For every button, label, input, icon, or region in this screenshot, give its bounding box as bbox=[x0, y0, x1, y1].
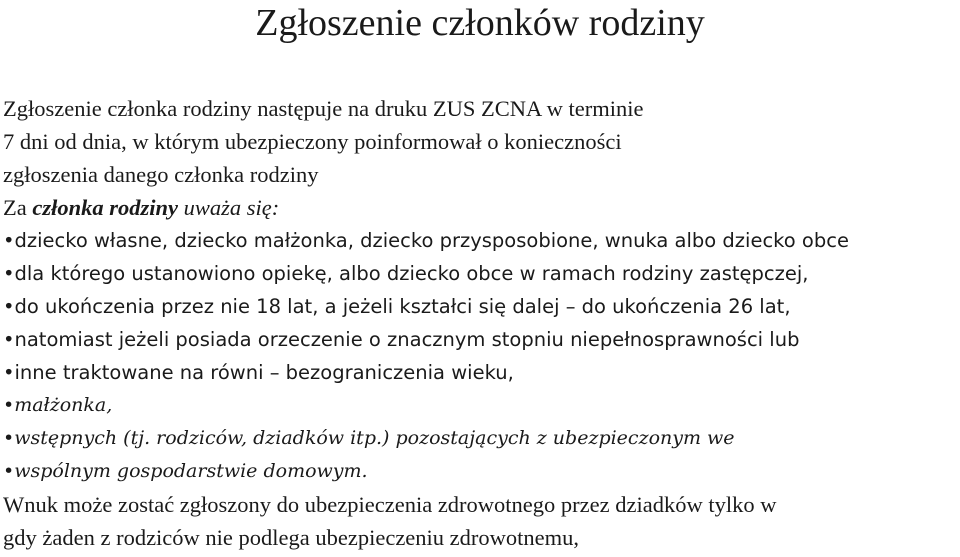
bullet-item: •małżonka, bbox=[3, 394, 113, 416]
definition-prefix: Za bbox=[3, 195, 33, 220]
page-title: Zgłoszenie członków rodziny bbox=[255, 2, 705, 44]
definition-term: członka rodziny bbox=[32, 195, 179, 220]
closing-line-1: Wnuk może zostać zgłoszony do ubezpieczenia zdrowotnego przez dziadków tylko w bbox=[3, 492, 777, 517]
bullet-item: •dziecko własne, dziecko małżonka, dziecko przysposobione, wnuka albo dziecko obce bbox=[3, 229, 849, 252]
intro-line-1: Zgłoszenie członka rodziny następuje na druku ZUS ZCNA w terminie bbox=[3, 96, 644, 121]
document-body bbox=[3, 92, 960, 554]
bullet-item: •natomiast jeżeli posiada orzeczenie o znacznym stopniu niepełnosprawności lub bbox=[3, 328, 800, 351]
bullet-item: •inne traktowane na równi – bezograniczenia wieku, bbox=[3, 361, 514, 384]
definition-suffix: uważa się: bbox=[178, 195, 280, 220]
bullet-item: •wstępnych (tj. rodziców, dziadków itp.) pozostających z ubezpieczonym we bbox=[3, 427, 735, 449]
intro-line-3: zgłoszenia danego członka rodziny bbox=[3, 162, 319, 187]
intro-line-2: 7 dni od dnia, w którym ubezpieczony poinformował o konieczności bbox=[3, 129, 622, 154]
bullet-item: •dla którego ustanowiono opiekę, albo dziecko obce w ramach rodziny zastępczej, bbox=[3, 262, 809, 285]
bullet-item: •wspólnym gospodarstwie domowym. bbox=[3, 460, 368, 482]
closing-line-2: gdy żaden z rodziców nie podlega ubezpieczeniu zdrowotnemu, bbox=[3, 525, 580, 550]
definition-line bbox=[3, 191, 960, 224]
bullet-item: •do ukończenia przez nie 18 lat, a jeżeli kształci się dalej – do ukończenia 26 lat, bbox=[3, 295, 791, 318]
